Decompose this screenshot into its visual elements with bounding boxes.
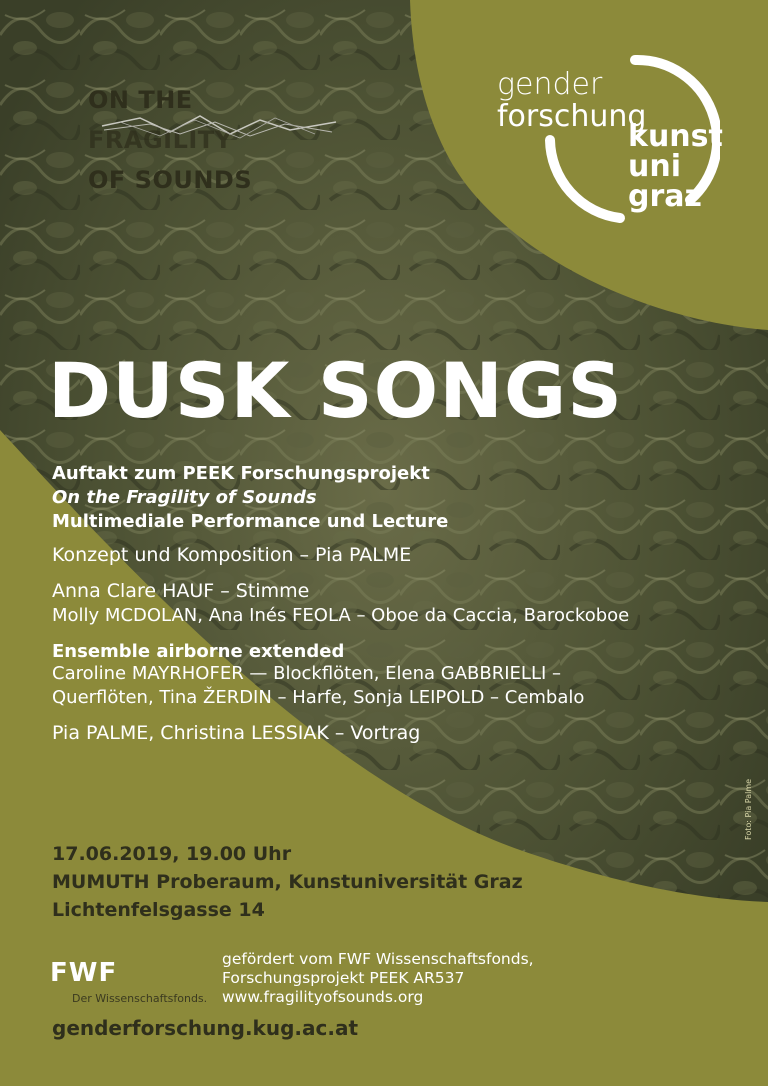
fwf-tagline: Der Wissenschaftsfonds. bbox=[72, 992, 208, 1005]
project-title-line3: OF SOUNDS bbox=[88, 166, 253, 194]
project-title-line2: FRAGILITY bbox=[88, 126, 233, 154]
event-venue: MUMUTH Proberaum, Kunstuniversität Graz bbox=[52, 871, 523, 893]
credit-lecture: Pia PALME, Christina LESSIAK – Vortrag bbox=[52, 722, 421, 744]
funding-link[interactable]: www.fragilityofsounds.org bbox=[222, 988, 424, 1006]
scribble-strike-icon bbox=[100, 104, 340, 148]
intro-line2: On the Fragility of Sounds bbox=[52, 487, 317, 508]
funding-info bbox=[222, 950, 534, 1007]
logo-forschung: forschung bbox=[497, 99, 647, 134]
event-address: Lichtenfelsgasse 14 bbox=[52, 899, 265, 921]
photo-credit: Foto: Pia Palme bbox=[744, 778, 753, 840]
logo-graz: graz bbox=[628, 179, 702, 214]
event-datetime: 17.06.2019, 19.00 Uhr bbox=[52, 843, 292, 865]
logo-kunst: kunst bbox=[628, 119, 723, 154]
credit-voice: Anna Clare HAUF – Stimme bbox=[52, 580, 310, 602]
website-link[interactable]: genderforschung.kug.ac.at bbox=[52, 1016, 359, 1040]
ensemble-line1: Caroline MAYRHOFER — Blockflöten, Elena GABBRIELLI – bbox=[52, 663, 562, 684]
ensemble-line2: Querflöten, Tina ŽERDIN – Harfe, Sonja LEIPOLD – Cembalo bbox=[52, 687, 585, 708]
logo-gender: gender bbox=[497, 67, 603, 102]
intro-line3: Multimediale Performance und Lecture bbox=[52, 511, 449, 532]
intro-line1: Auftakt zum PEEK Forschungsprojekt bbox=[52, 463, 430, 484]
headline: DUSK SONGS bbox=[48, 346, 623, 435]
credit-oboe: Molly MCDOLAN, Ana Inés FEOLA – Oboe da Caccia, Barockoboe bbox=[52, 605, 630, 626]
project-title-line1: ON THE bbox=[88, 86, 193, 114]
fwf-logo: FWF bbox=[50, 958, 118, 988]
ensemble-title: Ensemble airborne extended bbox=[52, 641, 345, 662]
logo-uni: uni bbox=[628, 149, 681, 184]
funding-line2: Forschungsprojekt PEEK AR537 bbox=[222, 969, 465, 987]
funding-line1: gefördert vom FWF Wissenschaftsfonds, bbox=[222, 950, 534, 968]
credit-concept: Konzept und Komposition – Pia PALME bbox=[52, 544, 412, 566]
